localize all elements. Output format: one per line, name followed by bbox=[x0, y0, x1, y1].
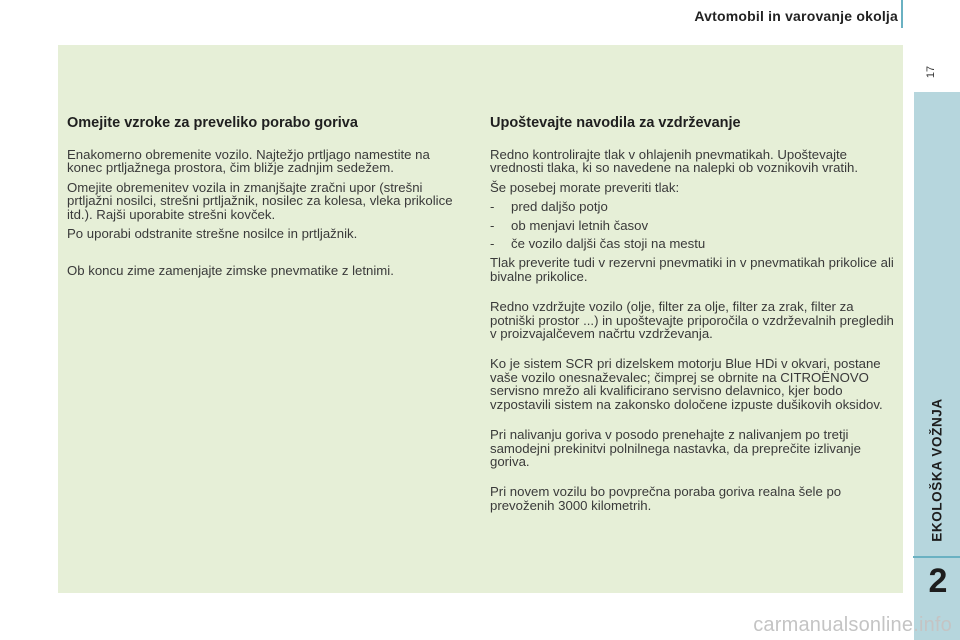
content-panel bbox=[58, 45, 903, 593]
chapter-divider bbox=[913, 556, 960, 558]
left-paragraph-1: Enakomerno obremenite vozilo. Najtežjo prtljago namestite na konec prtljažnega prostora, čim bližje zadnjim sedežem. bbox=[67, 147, 430, 176]
right-paragraph-4: Pri nalivanju goriva v posodo prenehajte z nalivanjem po tretji samodejni prekinitvi polnilnega nastavka, da preprečite izlivanje goriva. bbox=[490, 427, 861, 469]
watermark-text: carmanualsonline.info bbox=[753, 614, 952, 636]
right-column bbox=[490, 115, 895, 518]
chapter-title: EKOLOŠKA VOŽNJA bbox=[929, 398, 945, 542]
right-paragraph-1: Tlak preverite tudi v rezervni pnevmatiki in v pnevmatikah prikolice ali bivalne prikolice. bbox=[490, 255, 894, 284]
left-heading: Omejite vzroke za preveliko porabo goriva bbox=[67, 115, 358, 131]
list-item: - če vozilo daljši čas stoji na mestu bbox=[490, 237, 895, 250]
list-item: - pred daljšo potjo bbox=[490, 200, 895, 213]
left-column bbox=[67, 115, 467, 284]
page-number: 17 bbox=[925, 65, 938, 79]
header-divider bbox=[901, 0, 903, 28]
right-heading: Upoštevajte navodila za vzdrževanje bbox=[490, 115, 741, 131]
right-list-intro: Še posebej morate preveriti tlak: bbox=[490, 179, 680, 195]
chapter-number: 2 bbox=[928, 562, 948, 600]
right-paragraph-3: Ko je sistem SCR pri dizelskem motorju Blue HDi v okvari, postane vaše vozilo onesnaževalec; čimprej se obrnite na CITROËNOVO servisno mrežo ali kvalificirano servisno delavnico, kjer bodo vzpostavili sistem na zakonsko določene izpuste dušikovih oksidov. bbox=[490, 356, 883, 412]
right-intro: Redno kontrolirajte tlak v ohlajenih pnevmatikah. Upoštevajte vrednosti tlaka, ki so navedene na nalepki ob voznikovih vratih. bbox=[490, 147, 859, 176]
tire-check-list bbox=[490, 200, 895, 250]
right-paragraph-2: Redno vzdržujte vozilo (olje, filter za olje, filter za zrak, filter za potniški prostor ...) in upoštevajte priporočila o vzdrževalnih pregledih v proizvajalčevem načrtu vzdrževanja. bbox=[490, 299, 894, 342]
left-paragraph-2: Omejite obremenitev vozila in zmanjšajte zračni upor (strešni prtljažni nosilci, strešni prtljažnik, nosilec za kolesa, vleka prikolice itd.). Rajši uporabite strešni kovček. bbox=[67, 179, 453, 222]
list-item: - ob menjavi letnih časov bbox=[490, 219, 895, 232]
right-paragraph-5: Pri novem vozilu bo povprečna poraba goriva realna šele po prevoženih 3000 kilometrih. bbox=[490, 484, 842, 513]
page-header-title: Avtomobil in varovanje okolja bbox=[694, 8, 898, 24]
left-paragraph-3: Po uporabi odstranite strešne nosilce in prtljažnik. bbox=[67, 226, 358, 242]
left-paragraph-4: Ob koncu zime zamenjajte zimske pnevmatike z letnimi. bbox=[67, 263, 394, 279]
